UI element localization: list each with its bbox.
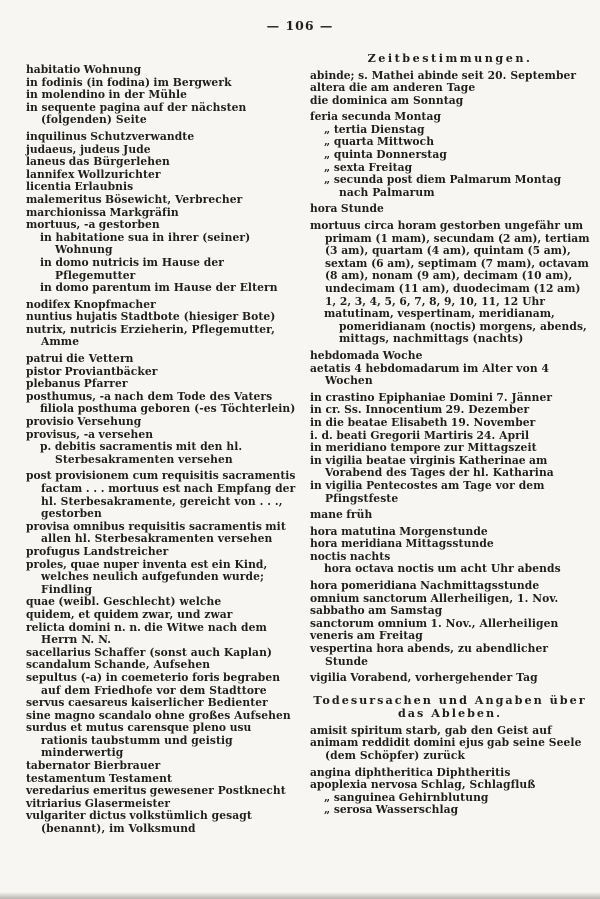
latin-term: quae <box>26 595 55 609</box>
german-translation: gestorben ungefähr um <box>439 219 584 233</box>
german-translation: Wohnung <box>83 63 142 76</box>
latin-term: profugus <box>26 544 80 558</box>
german-translation: volkstümlich gesagt (benannt), im Volksmund <box>41 809 252 836</box>
latin-term: veredarius emeritus <box>26 784 147 798</box>
german-translation: Proviantbäcker <box>64 364 158 378</box>
right-column <box>310 50 590 817</box>
page-number: — 106 — <box>266 18 334 33</box>
german-translation: in der Mühle <box>108 88 188 102</box>
german-translation: Schande, Aufsehen <box>94 658 211 672</box>
german-translation: Schaffer (sonst auch Kaplan) <box>94 645 273 659</box>
latin-term: provisus, -a <box>26 427 96 441</box>
german-translation: Stunde <box>340 202 384 216</box>
german-translation: Knopfmacher <box>73 297 156 311</box>
latin-term: „ sexta <box>324 160 365 174</box>
latin-term: animam reddidit domini ejus <box>310 736 484 750</box>
latin-term: marchionissa <box>26 205 107 219</box>
latin-term: servus caesareus <box>26 696 128 710</box>
german-translation: Versehung <box>77 415 142 429</box>
german-translation: (weibl. Geschlecht) welche <box>58 595 222 609</box>
german-translation: abends, zu abendlicher Stunde <box>325 642 549 668</box>
german-translation: 29. Dezember <box>445 403 530 417</box>
german-translation: die Witwe nach dem Herrn N. N. <box>41 620 267 647</box>
section-heading: Todesursachen und Angaben über das Ableben. <box>313 692 587 721</box>
german-translation: gewesener Postknecht <box>149 784 286 798</box>
latin-term: altera die <box>310 81 368 95</box>
latin-term: apoplexia nervosa <box>310 778 418 792</box>
latin-term: feria secunda <box>310 110 391 124</box>
german-translation: geboren (-es Töchterlein) <box>140 402 296 416</box>
latin-term: filiola posthuma <box>40 402 138 416</box>
german-translation: Landstreicher <box>83 544 169 558</box>
latin-term: mortuus circa horam <box>310 219 437 233</box>
dictionary-entry <box>324 308 590 346</box>
german-translation: Erzieherin, Pflegemutter, Amme <box>41 322 275 349</box>
latin-term: in habitatione sua <box>40 230 149 244</box>
latin-term: angina diphtheritica <box>310 765 434 779</box>
left-column <box>26 64 298 836</box>
latin-term: hora pomeridiana <box>310 579 417 593</box>
german-translation: im Bergwerk <box>153 75 232 89</box>
latin-term: nuntius hujatis <box>26 310 118 324</box>
dictionary-entry <box>324 174 590 199</box>
latin-term: „ serosa <box>324 803 373 817</box>
latin-term: in meridiano tempore <box>310 441 441 455</box>
latin-term: lannifex <box>26 167 75 181</box>
german-translation: am Vorabend des Tages der hl. Katharina <box>325 453 554 480</box>
latin-term: mortuus, -a <box>26 218 96 232</box>
latin-term: patrui <box>26 352 63 366</box>
dictionary-entry <box>310 643 590 668</box>
german-translation: Donnerstag <box>376 148 447 162</box>
latin-term: p. debitis sacramentis <box>40 440 173 454</box>
dictionary-entry <box>310 455 590 480</box>
german-translation: am Samstag <box>368 604 443 618</box>
latin-term: in domo parentum <box>40 281 151 295</box>
latin-term: in molendino <box>26 88 106 102</box>
latin-term: tabernator <box>26 759 91 773</box>
german-translation: 24. April <box>476 428 530 442</box>
german-translation: Nachmittagsstunde <box>420 579 540 593</box>
latin-term: hora octava noctis <box>324 562 434 576</box>
dictionary-entry <box>26 521 298 546</box>
latin-term: primam (1 mam), secundam (2 am), tertiam (3 am), quartam (4 am), quintam (5 am), sextam (6 am), septimam (7 mam), octavam (8 am), nonam (9 am), decimam (10 am), undecimam (11 am), duodecimam (12 am) 1, 2, 3, 4, 5, 6, 7, 8, 9, 10, 11, <box>325 231 590 308</box>
german-translation: Stadtbote (hiesiger Bote) <box>120 310 276 324</box>
german-translation: im Hause der Eltern <box>154 281 278 295</box>
german-translation: Diphtheritis <box>436 765 511 779</box>
german-translation: Mittagsstunde <box>405 537 494 551</box>
german-translation: Bösewicht, Verbrecher <box>105 192 243 206</box>
latin-term: in sequente pagina <box>26 100 141 114</box>
german-translation: Vorabend, vorhergehender Tag <box>350 671 538 685</box>
german-translation: taubstumm und geistig minderwertig <box>41 733 233 760</box>
latin-term: habitatio <box>26 63 81 76</box>
latin-term: i. d. beati Gregorii Martiris <box>310 428 474 442</box>
german-translation: nach dem Tode des Vaters <box>114 389 273 403</box>
latin-term: judaeus, judeus <box>26 142 120 156</box>
dictionary-entry <box>310 95 590 108</box>
latin-term: post provisionem cum requisitis sacramentis factam . . . mortuus est <box>26 469 296 495</box>
german-translation: Mittwoch <box>376 135 435 149</box>
german-translation: das Bürgerlehen <box>68 155 170 169</box>
dictionary-entry <box>310 203 590 216</box>
latin-term: amisit spiritum <box>310 723 403 737</box>
latin-term: provisa omnibus requisitis sacramentis <box>26 519 262 533</box>
latin-term: abinde; s. Mathei abinde <box>310 68 459 82</box>
latin-term: pistor <box>26 364 62 378</box>
german-translation: Montag <box>394 110 442 124</box>
dictionary-entry <box>40 282 298 295</box>
dictionary-entry <box>310 509 590 522</box>
german-translation: Markgräfin <box>109 205 179 219</box>
latin-term: nutrix, nutricis <box>26 322 117 336</box>
german-translation: 7. Jänner <box>496 390 553 404</box>
latin-term: licentia <box>26 180 72 194</box>
dictionary-entry <box>324 563 590 576</box>
latin-term: „ tertia <box>324 122 368 136</box>
german-translation: am Freitag <box>356 629 423 643</box>
latin-term: die dominica <box>310 93 388 107</box>
latin-term: vulgariter dictus <box>26 809 126 823</box>
german-translation: mit allen hl. Sterbesakramenten versehen <box>41 519 286 546</box>
german-translation: Testament <box>108 771 173 785</box>
latin-term: „ quarta <box>324 135 374 149</box>
latin-term: vespertina hora <box>310 642 404 656</box>
dictionary-entry <box>26 810 298 835</box>
latin-term: mane <box>310 508 343 522</box>
dictionary-entry <box>310 363 590 388</box>
german-translation: ein Kind, welches neulich aufgefunden wurde; Findling <box>41 557 268 596</box>
latin-term: inquilinus <box>26 129 87 143</box>
latin-term: hebdomada <box>310 348 380 362</box>
dictionary-entry <box>310 480 590 505</box>
german-translation: Woche <box>382 348 423 362</box>
dictionary-entry <box>26 470 298 520</box>
latin-term: posthumus, -a <box>26 389 111 403</box>
german-translation: um acht Uhr abends <box>437 562 561 576</box>
dictionary-entry <box>40 232 298 257</box>
latin-term: matutinam, vespertinam, meridianam, pomeridianam (noctis) <box>324 307 555 333</box>
dictionary-entry <box>26 324 298 349</box>
latin-term: relicta domini n. n. <box>26 620 141 634</box>
dictionary-entry <box>26 722 298 760</box>
dictionary-entry <box>310 672 590 685</box>
latin-term: aetatis 4 hebdomadarum <box>310 361 460 375</box>
german-translation: seit 20. September <box>461 68 577 82</box>
latin-term: sepultus (-a) in coemeterio foris <box>26 670 220 684</box>
german-translation: 1. Nov., Allerheiligen <box>430 616 559 630</box>
german-translation: Gehirnblutung <box>398 790 489 804</box>
latin-term: in vigilia Pentecostes <box>310 478 438 492</box>
latin-term: hora <box>310 202 338 216</box>
latin-term: omnium sanctorum <box>310 591 428 605</box>
german-translation: nachts <box>349 549 391 563</box>
latin-term: scandalum <box>26 658 91 672</box>
dictionary-entry <box>26 559 298 597</box>
german-translation: früh <box>346 508 373 522</box>
german-translation: Allerheiligen, 1. Nov. <box>430 591 559 605</box>
section-heading: Zeitbestimmungen. <box>367 51 533 65</box>
german-translation: am Sonntag <box>390 93 464 107</box>
dictionary-entry <box>40 257 298 282</box>
scan-edge-artifact <box>0 892 600 899</box>
german-translation: Wasserschlag <box>375 803 459 817</box>
german-translation: ohne großes Aufsehen <box>154 708 291 722</box>
german-translation: zur Mittagszeit <box>443 441 537 455</box>
latin-term: in crastino Epiphaniae Domini <box>310 390 493 404</box>
latin-term: surdus et mutus carensque pleno usu rationis <box>26 721 252 747</box>
latin-term: hora meridiana <box>310 537 403 551</box>
latin-term: vitriarius <box>26 796 82 810</box>
german-translation: in ihrer (seiner) Wohnung <box>55 230 251 257</box>
german-translation: kaiserlicher Bedienter <box>130 696 268 710</box>
dictionary-entry <box>310 737 590 762</box>
german-translation: Schlag, Schlagfluß <box>420 778 536 792</box>
latin-term: proles, quae nuper inventa est <box>26 557 209 571</box>
german-translation: gestorben <box>98 218 160 232</box>
dictionary-entry <box>324 804 590 817</box>
latin-term: noctis <box>310 549 347 563</box>
latin-term: quidem, et quidem <box>26 607 139 621</box>
latin-term: in cr. Ss. Innocentium <box>310 403 443 417</box>
german-translation: zwar, und zwar <box>142 607 233 621</box>
latin-term: sine magno scandalo <box>26 708 152 722</box>
german-translation: 12 Uhr <box>503 294 546 308</box>
german-translation: auf der nächsten (folgenden) Seite <box>41 100 247 127</box>
latin-term: in domo nutricis <box>40 255 140 269</box>
german-translation: Schutzverwandte <box>90 129 195 143</box>
latin-term: sanctorum omnium <box>310 616 428 630</box>
german-translation: Wollzurichter <box>77 167 161 181</box>
dictionary-entry <box>26 102 298 127</box>
german-translation: starb, gab den Geist auf <box>405 723 552 737</box>
german-translation: Morgenstunde <box>399 524 488 538</box>
latin-term: plebanus <box>26 377 81 391</box>
german-translation: Jude <box>123 142 151 156</box>
german-translation: gab seine Seele (dem Schöpfer) zurück <box>325 736 582 762</box>
german-translation: die Vettern <box>66 352 134 366</box>
dictionary-entry <box>40 441 298 466</box>
german-translation: Glasermeister <box>84 796 171 810</box>
german-translation: Montag nach Palmarum <box>339 173 562 199</box>
latin-term: sacellarius <box>26 645 91 659</box>
dictionary-entry <box>310 220 590 308</box>
dictionary-entry <box>26 622 298 647</box>
dictionary-entry <box>26 672 298 697</box>
latin-term: nodifex <box>26 297 71 311</box>
german-translation: Erlaubnis <box>74 180 134 194</box>
german-translation: morgens, abends, mittags, nachmittags (nachts) <box>339 319 587 346</box>
latin-term: provisio <box>26 415 74 429</box>
latin-term: vigilia <box>310 671 347 685</box>
german-translation: im Hause der Pflegemutter <box>55 255 225 282</box>
latin-term: sabbatho <box>310 604 365 618</box>
latin-term: in die beatae Elisabeth <box>310 415 448 429</box>
german-translation: am Tage vor dem Pfingstfeste <box>325 478 545 505</box>
german-translation: nach Empfang der hl. Sterbesakramente, gereicht von . . ., gestorben <box>41 482 296 521</box>
latin-term: testamentum <box>26 771 106 785</box>
latin-term: malemeritus <box>26 192 102 206</box>
latin-term: in fodinis (in fodina) <box>26 75 150 89</box>
german-translation: 19. November <box>450 415 536 429</box>
german-translation: Freitag <box>368 160 413 174</box>
latin-term: laneus <box>26 155 66 169</box>
latin-term: „ secunda post diem Palmarum <box>324 173 512 187</box>
latin-term: „ quinta <box>324 148 373 162</box>
german-translation: im Alter von 4 Wochen <box>325 361 550 388</box>
german-translation: Pfarrer <box>83 377 128 391</box>
german-translation: versehen <box>98 427 154 441</box>
latin-term: veneris <box>310 629 354 643</box>
latin-term: „ sanguinea <box>324 790 396 804</box>
german-translation: begraben auf dem Friedhofe vor dem Stadttore <box>41 670 281 697</box>
latin-term: in vigilia beatae virginis Katherinae <box>310 453 526 467</box>
german-translation: am anderen Tage <box>370 81 476 95</box>
german-translation: Dienstag <box>370 122 425 136</box>
german-translation: Bierbrauer <box>93 759 161 773</box>
latin-term: hora matutina <box>310 524 396 538</box>
german-translation: mit den hl. Sterbesakramenten versehen <box>55 440 243 466</box>
